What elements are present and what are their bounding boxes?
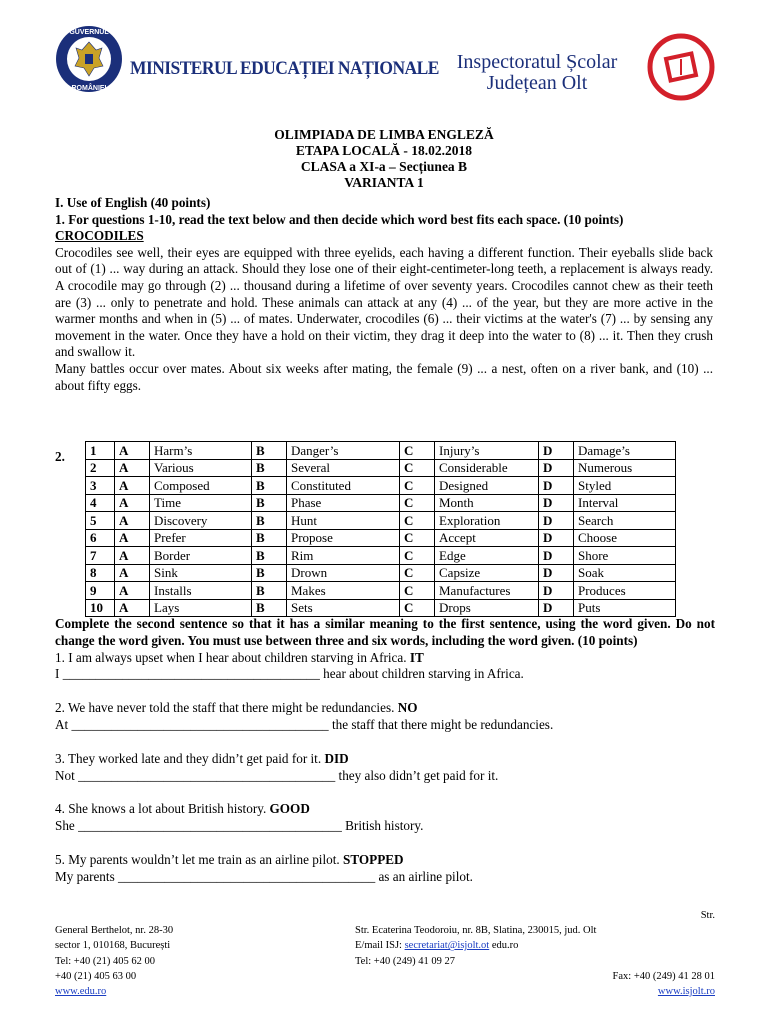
transformation-item <box>55 751 715 802</box>
option-d: Shore <box>574 547 676 565</box>
government-seal-icon <box>54 24 124 94</box>
option-row <box>86 477 676 495</box>
spacer <box>55 835 715 852</box>
task-1-instruction: 1. For questions 1-10, read the text below and then decide which word best fits each space. (10 points) <box>55 211 624 227</box>
key-word: IT <box>409 649 424 665</box>
option-letter-d: D <box>539 547 574 565</box>
option-a: Time <box>150 494 252 512</box>
spacer <box>55 683 715 700</box>
text-paragraph-2: Many battles occur over mates. About six weeks after mating, the female (9) ... a nest, often on a river bank, and (10) ... about fifty eggs. <box>55 360 713 393</box>
option-letter-a: A <box>115 564 150 582</box>
footer-ministry-sector: sector 1, 010168, București <box>55 940 171 952</box>
option-letter-a: A <box>115 442 150 460</box>
sentence-list <box>55 650 715 886</box>
option-row <box>86 512 676 530</box>
seal-text-top: GUVERNUL <box>69 29 109 36</box>
option-letter-b: B <box>252 529 287 547</box>
option-c: Exploration <box>435 512 539 530</box>
sentence-text: 5. My parents wouldn’t let me train as an airline pilot. <box>55 851 343 867</box>
section-use-of-english <box>55 195 713 394</box>
title-line-4: VARIANTA 1 <box>344 175 424 190</box>
spacer <box>55 734 715 751</box>
option-number: 9 <box>86 582 115 600</box>
answer-blank[interactable]: ________________________________________ <box>78 818 342 834</box>
option-b: Sets <box>287 599 400 617</box>
transformation-item <box>55 700 715 751</box>
option-a: Prefer <box>150 529 252 547</box>
footer-isj-email <box>355 938 518 953</box>
option-letter-a: A <box>115 582 150 600</box>
rewritten-sentence <box>55 717 715 734</box>
title-line-1: OLIMPIADA DE LIMBA ENGLEZĂ <box>274 127 494 142</box>
option-letter-c: C <box>400 564 435 582</box>
sentence-text: 2. We have never told the staff that there might be redundancies. <box>55 700 398 716</box>
seal-text-bottom: ROMÂNIEI <box>71 85 107 92</box>
option-b: Constituted <box>287 477 400 495</box>
option-letter-b: B <box>252 582 287 600</box>
answer-blank[interactable]: _______________________________________ <box>71 716 329 732</box>
task-2-label: 2. <box>55 449 65 464</box>
option-letter-d: D <box>539 477 574 495</box>
option-number: 3 <box>86 477 115 495</box>
answer-blank[interactable]: _______________________________________ <box>78 767 336 783</box>
option-letter-d: D <box>539 599 574 617</box>
option-letter-c: C <box>400 477 435 495</box>
task-3-instruction: Complete the second sentence so that it has a similar meaning to the first sentence, using the word given. Do not change the word given. You must use between three and six words, including the word given. (10 points) <box>55 616 715 648</box>
key-word: NO <box>397 700 418 716</box>
option-row <box>86 547 676 565</box>
isj-logo-icon <box>646 32 716 102</box>
option-number: 4 <box>86 494 115 512</box>
option-number: 10 <box>86 599 115 617</box>
option-a: Lays <box>150 599 252 617</box>
option-a: Various <box>150 459 252 477</box>
ministry-website-link[interactable]: www.edu.ro <box>55 985 107 997</box>
option-letter-a: A <box>115 547 150 565</box>
exam-title <box>0 127 768 191</box>
option-letter-b: B <box>252 494 287 512</box>
option-a: Installs <box>150 582 252 600</box>
option-letter-d: D <box>539 512 574 530</box>
ministry-name: MINISTERUL EDUCAȚIEI NAȚIONALE <box>130 58 439 79</box>
option-d: Damage’s <box>574 442 676 460</box>
option-row <box>86 582 676 600</box>
option-a: Discovery <box>150 512 252 530</box>
sentence-text: 4. She knows a lot about British history. <box>55 801 270 817</box>
option-a: Composed <box>150 477 252 495</box>
footer-isj-address: Str. Ecaterina Teodoroiu, nr. 8B, Slatina, 230015, jud. Olt <box>355 925 597 937</box>
options-table <box>85 441 676 617</box>
option-letter-c: C <box>400 547 435 565</box>
option-number: 1 <box>86 442 115 460</box>
option-c: Injury’s <box>435 442 539 460</box>
rewritten-sentence <box>55 869 715 886</box>
rewritten-sentence <box>55 768 715 785</box>
footer-email-suffix: edu.ro <box>489 940 519 952</box>
option-row <box>86 442 676 460</box>
option-b: Danger’s <box>287 442 400 460</box>
spacer <box>55 784 715 801</box>
footer-ministry-address: General Berthelot, nr. 28-30 <box>55 925 174 937</box>
isj-name-line1: Inspectoratul Școlar <box>456 51 618 73</box>
transformation-item <box>55 852 715 886</box>
option-letter-b: B <box>252 477 287 495</box>
option-letter-b: B <box>252 459 287 477</box>
sentence-end: hear about children starving in Africa. <box>319 666 524 682</box>
sentence-end: they also didn’t get paid for it. <box>335 767 499 783</box>
option-b: Rim <box>287 547 400 565</box>
option-letter-a: A <box>115 512 150 530</box>
footer-isj-tel: Tel: +40 (249) 41 09 27 <box>355 955 455 967</box>
footer-isj-fax: Fax: +40 (249) 41 28 01 <box>612 970 715 982</box>
option-letter-d: D <box>539 582 574 600</box>
sentence-start: She <box>55 818 79 834</box>
isj-website-link[interactable]: www.isjolt.ro <box>657 985 715 997</box>
option-d: Numerous <box>574 459 676 477</box>
option-b: Phase <box>287 494 400 512</box>
option-letter-d: D <box>539 564 574 582</box>
option-d: Styled <box>574 477 676 495</box>
sentence-start: My parents <box>55 868 118 884</box>
option-b: Hunt <box>287 512 400 530</box>
option-letter-c: C <box>400 512 435 530</box>
option-letter-c: C <box>400 529 435 547</box>
option-row <box>86 494 676 512</box>
option-d: Produces <box>574 582 676 600</box>
sentence-end: as an airline pilot. <box>375 868 473 884</box>
sentence-start: I <box>55 666 63 682</box>
sentence-text: 3. They worked late and they didn’t get paid for it. <box>55 750 325 766</box>
title-line-2: ETAPA LOCALĂ - 18.02.2018 <box>295 143 473 158</box>
option-letter-a: A <box>115 529 150 547</box>
sentence-text: 1. I am always upset when I hear about children starving in Africa. <box>55 649 410 665</box>
option-number: 2 <box>86 459 115 477</box>
sentence-start: Not <box>55 767 79 783</box>
option-letter-a: A <box>115 477 150 495</box>
sentence-transformation-section <box>55 616 715 886</box>
key-word: DID <box>324 750 349 766</box>
sentence-start: At <box>55 716 72 732</box>
option-letter-b: B <box>252 512 287 530</box>
option-a: Sink <box>150 564 252 582</box>
original-sentence <box>55 751 715 768</box>
original-sentence <box>55 700 715 717</box>
option-letter-d: D <box>539 494 574 512</box>
option-b: Drown <box>287 564 400 582</box>
option-a: Border <box>150 547 252 565</box>
option-c: Edge <box>435 547 539 565</box>
rewritten-sentence <box>55 818 715 835</box>
text-paragraph-1: Crocodiles see well, their eyes are equipped with three eyelids, each having a different function. Their eyeballs slide back out of (1) ... way during an attack. Should they lose one of their eight-centimeter-long teeth, a replacement is always ready. A crocodile may go through (2) ... thousand during a lifetime of over seventy years. Crocodiles cannot chew as their teeth are (3) ... only to penetrate and hold. These animals can attack at any (4) ... of the year, but they are more active in the warmer months and when in (5) ... of mates. Underwater, crocodiles (6) ... their victims at the water's (7) ... by sensing any movement in the water. Once they have a hold on their victim, they drag it deep into the water to (8) ... it. Then they crush and swallow it. <box>55 244 713 360</box>
option-letter-a: A <box>115 599 150 617</box>
option-letter-c: C <box>400 494 435 512</box>
option-row <box>86 564 676 582</box>
option-b: Makes <box>287 582 400 600</box>
option-c: Month <box>435 494 539 512</box>
option-d: Soak <box>574 564 676 582</box>
option-number: 8 <box>86 564 115 582</box>
isj-name-line2: Județean Olt <box>486 72 588 94</box>
option-b: Propose <box>287 529 400 547</box>
option-letter-c: C <box>400 442 435 460</box>
isj-name <box>432 52 642 94</box>
option-a: Harm’s <box>150 442 252 460</box>
option-d: Puts <box>574 599 676 617</box>
footer <box>55 908 715 999</box>
option-c: Capsize <box>435 564 539 582</box>
option-letter-c: C <box>400 459 435 477</box>
key-word: GOOD <box>269 801 310 817</box>
option-letter-b: B <box>252 547 287 565</box>
isj-email-link[interactable]: secretariat@isjolt.ot <box>404 940 490 952</box>
option-c: Drops <box>435 599 539 617</box>
key-word: STOPPED <box>343 851 404 867</box>
letterhead <box>50 14 730 104</box>
option-c: Accept <box>435 529 539 547</box>
footer-str-label: Str. <box>700 910 715 921</box>
original-sentence <box>55 852 715 869</box>
transformation-item <box>55 650 715 701</box>
option-letter-c: C <box>400 599 435 617</box>
answer-blank[interactable]: _______________________________________ <box>62 666 320 682</box>
option-letter-d: D <box>539 442 574 460</box>
option-letter-d: D <box>539 529 574 547</box>
option-number: 5 <box>86 512 115 530</box>
answer-blank[interactable]: _______________________________________ <box>118 868 376 884</box>
option-letter-a: A <box>115 459 150 477</box>
footer-email-prefix: E/mail ISJ: <box>355 940 405 952</box>
footer-ministry-tel: Tel: +40 (21) 405 62 00 <box>55 955 155 967</box>
option-letter-c: C <box>400 582 435 600</box>
option-c: Considerable <box>435 459 539 477</box>
option-c: Designed <box>435 477 539 495</box>
transformation-item <box>55 801 715 852</box>
sentence-end: the staff that there might be redundancies. <box>328 716 554 732</box>
option-letter-a: A <box>115 494 150 512</box>
rewritten-sentence <box>55 666 715 683</box>
option-row <box>86 599 676 617</box>
option-letter-b: B <box>252 564 287 582</box>
option-c: Manufactures <box>435 582 539 600</box>
option-letter-b: B <box>252 442 287 460</box>
sentence-end: British history. <box>341 818 424 834</box>
footer-ministry-tel2: +40 (21) 405 63 00 <box>55 970 137 982</box>
option-b: Several <box>287 459 400 477</box>
option-row <box>86 459 676 477</box>
option-letter-d: D <box>539 459 574 477</box>
original-sentence <box>55 650 715 667</box>
title-line-3: CLASA a XI-a – Secțiunea B <box>300 159 468 174</box>
option-row <box>86 529 676 547</box>
option-d: Choose <box>574 529 676 547</box>
option-letter-b: B <box>252 599 287 617</box>
original-sentence <box>55 801 715 818</box>
option-d: Interval <box>574 494 676 512</box>
text-title: CROCODILES <box>55 228 144 244</box>
option-number: 7 <box>86 547 115 565</box>
option-d: Search <box>574 512 676 530</box>
section-heading: I. Use of English (40 points) <box>55 195 211 210</box>
option-number: 6 <box>86 529 115 547</box>
